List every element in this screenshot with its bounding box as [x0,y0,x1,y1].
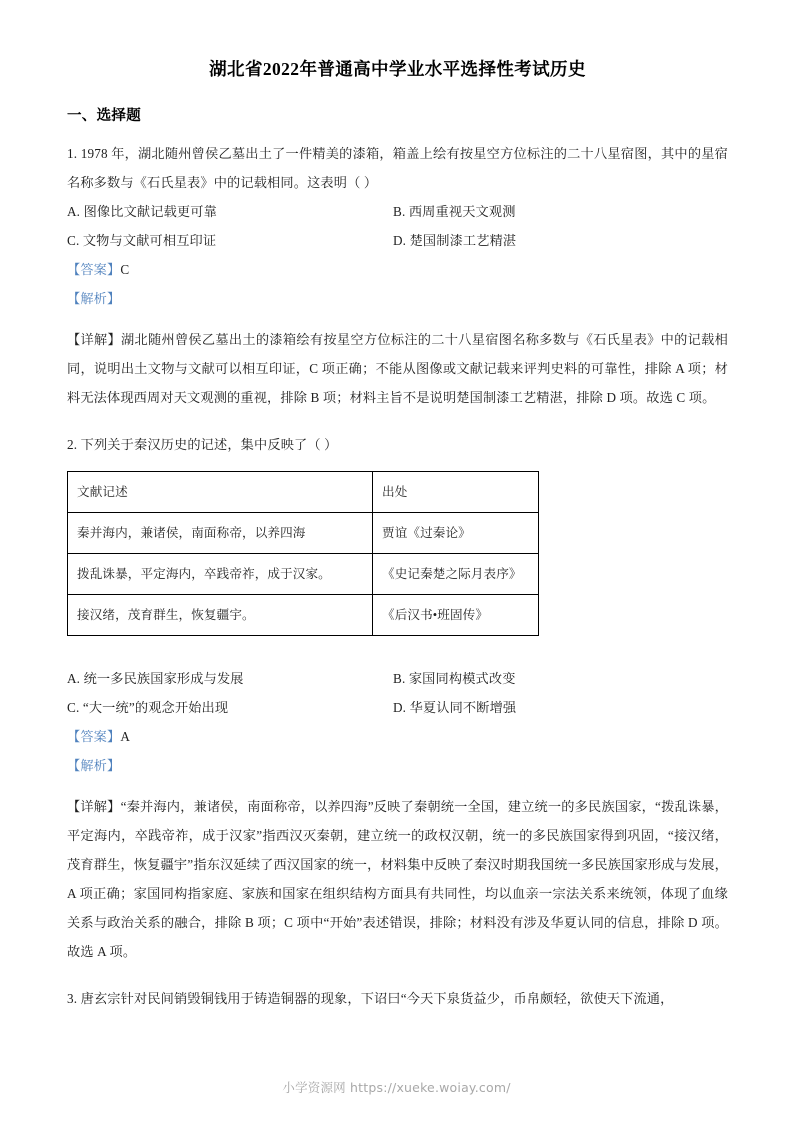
table-header-row [68,472,539,513]
option-c[interactable]: C. 文物与文献可相互印证 [67,233,217,249]
answer-label: 【答案】 [67,262,121,278]
options-group [67,197,728,255]
option-b[interactable]: B. 西周重视天文观测 [393,204,516,220]
table-cell-record: 接汉绪，茂育群生，恢复疆宇。 [68,595,373,636]
answer-value: A [120,729,131,745]
reference-table [67,471,539,636]
option-d[interactable]: D. 楚国制漆工艺精湛 [393,233,517,249]
option-b[interactable]: B. 家国同构模式改变 [393,671,516,687]
question-block-3 [67,984,728,1013]
spacer [67,966,728,984]
question-stem: 2. 下列关于秦汉历史的记述，集中反映了（ ） [67,437,338,453]
answer-label: 【答案】 [67,729,121,745]
option-row [67,664,728,693]
option-row [67,197,728,226]
table-row [68,554,539,595]
analysis-label: 【解析】 [67,758,121,774]
table-row [68,513,539,554]
table-row [68,595,539,636]
document-content [67,56,728,1013]
analysis-label: 【解析】 [67,291,121,307]
spacer [67,780,728,792]
table-cell-record: 秦并海内，兼诸侯，南面称帝，以养四海 [68,513,373,554]
option-c[interactable]: C. “大一统”的观念开始出现 [67,700,229,716]
table-cell-source: 《史记秦楚之际月表序》 [373,554,539,595]
answer-value: C [120,262,130,278]
page-title: 湖北省2022年普通高中学业水平选择性考试历史 [209,59,586,79]
spacer [67,313,728,325]
options-group [67,664,728,722]
footer-watermark: 小学资源网 https://xueke.woiay.com/ [282,1080,511,1095]
question-stem: 1. 1978 年，湖北随州曾侯乙墓出土了一件精美的漆箱，箱盖上绘有按星空方位标注的二十八星宿图，其中的星宿名称多数与《石氏星表》中的记载相同。这表明（ ） [67,146,728,191]
analysis-line [67,284,728,313]
answer-line [67,255,728,284]
answer-line [67,722,728,751]
table-cell-record: 拨乱诛暴，平定海内，卒践帝祚，成于汉家。 [68,554,373,595]
option-row [67,226,728,255]
question-block-1 [67,139,728,412]
option-row [67,693,728,722]
table-header-cell: 出处 [373,472,539,513]
analysis-line [67,751,728,780]
table-cell-source: 贾谊《过秦论》 [373,513,539,554]
question-stem: 3. 唐玄宗针对民间销毁铜钱用于铸造铜器的现象，下诏曰“今天下泉货益少，币帛颇轻，欲使天下流通， [67,991,674,1007]
table-header-cell: 文献记述 [68,472,373,513]
option-a[interactable]: A. 图像比文献记载更可靠 [67,204,217,220]
spacer [67,648,728,664]
table-cell-source: 《后汉书•班固传》 [373,595,539,636]
option-d[interactable]: D. 华夏认同不断增强 [393,700,517,716]
section-heading-choice: 一、选择题 [67,108,141,125]
option-a[interactable]: A. 统一多民族国家形成与发展 [67,671,244,687]
question-block-2 [67,430,728,966]
spacer [67,412,728,430]
analysis-detail: 【详解】“秦并海内，兼诸侯，南面称帝，以养四海”反映了秦朝统一全国，建立统一的多民族国家，“拨乱诛暴，平定海内，卒践帝祚，成于汉家”指西汉灭秦朝，建立统一的政权汉朝，统一的多民族国家得到巩固，“接汉绪，茂育群生，恢复疆宇”指东汉延续了西汉国家的统一，材料集中反映了秦汉时期我国统一多民族国家形成与发展，A 项正确；家国同构指家庭、家族和国家在组织结构方面具有共同性，均以血亲一宗法关系来统领，体现了血缘关系与政治关系的融合，排除 B 项；C 项中“开始”表述错误，排除；材料没有涉及华夏认同的信息，排除 D 项。故选 A 项。 [67,799,728,960]
analysis-detail: 【详解】湖北随州曾侯乙墓出土的漆箱绘有按星空方位标注的二十八星宿图名称多数与《石氏星表》中的记载相同，说明出土文物与文献可以相互印证，C 项正确；不能从图像或文献记载来评判史料的可靠性，排除 A 项；材料无法体现西周对天文观测的重视，排除 B 项；材料主旨不是说明楚国制漆工艺精湛，排除 D 项。故选 C 项。 [67,332,728,406]
